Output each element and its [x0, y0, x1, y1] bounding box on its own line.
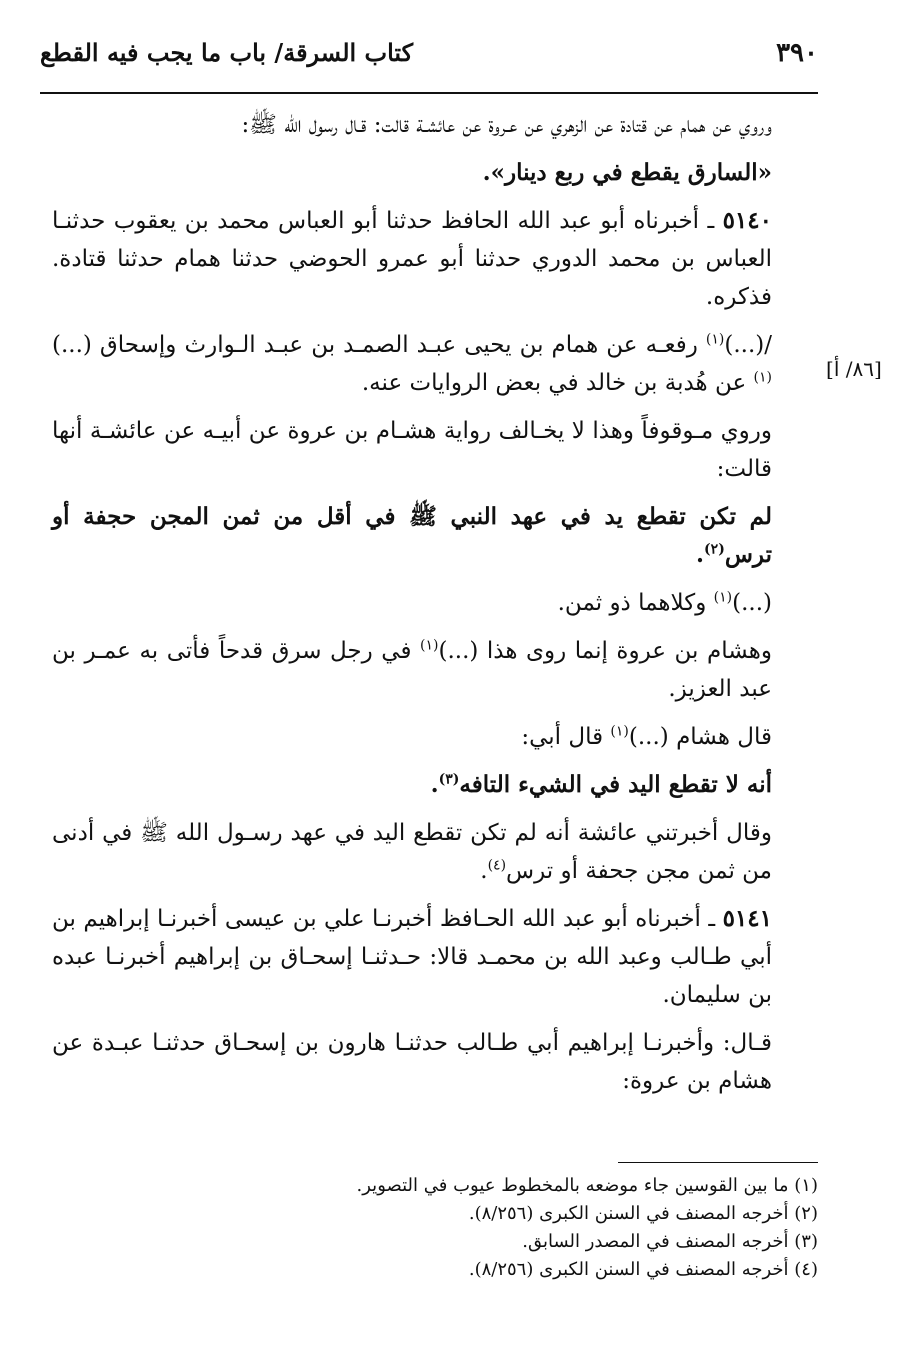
footnote-ref: (١)	[753, 369, 772, 386]
text-segment: /(...)	[724, 332, 772, 358]
hadith-quote	[52, 498, 818, 574]
manuscript-folio-note: [٨٦/ أ]	[826, 357, 882, 381]
footnote-ref: (٣)	[438, 771, 460, 788]
footnote-ref: (١)	[713, 589, 733, 606]
footnote-ref: (١)	[610, 723, 629, 740]
paragraph	[52, 814, 818, 890]
main-text	[52, 106, 818, 1110]
footnote: (١) ما بين القوسين جاء موضعه بالمخطوط عيوب في التصوير.	[356, 1175, 818, 1196]
text-segment: .	[696, 541, 705, 568]
text-segment: وكلاهما ذو ثمن.	[557, 590, 714, 616]
text-segment: قال أبي:	[521, 724, 611, 750]
text-segment: .	[430, 771, 439, 798]
paragraph: قـال: وأخبرنـا إبراهيم أبي طـالب حدثنـا هارون بن إسحـاق حدثنـا عبـدة عن هشام بن عروة:	[52, 1030, 772, 1094]
text-segment: وهشام بن عروة إنما روى هذا (...)	[438, 638, 772, 664]
footnote: (٤) أخرجه المصنف في السنن الكبرى (٨/٢٥٦).	[468, 1259, 818, 1280]
hadith-quote	[52, 766, 818, 804]
footnote-ref: (١)	[420, 637, 439, 654]
text-segment: قال هشام (...)	[628, 724, 772, 750]
footnote-divider	[618, 1162, 818, 1163]
page-header	[40, 36, 818, 82]
paragraph-text: ـ أخبرناه أبو عبد الله الحـافظ أخبرنـا علي بن عيسى أخبرنـا إبراهيم بن أبي طـالب وعبد الله بن محمـد قالا: حـدثنـا إسحـاق بن إبراهيم أخبرنـا عبده بن سليمان.	[52, 906, 772, 1008]
paragraph	[52, 632, 818, 708]
footnote-ref: (٢)	[704, 541, 725, 558]
footnote-ref: (١)	[705, 331, 725, 348]
paragraph	[52, 326, 818, 402]
paragraph-5141	[52, 900, 818, 1014]
header-divider	[40, 92, 818, 94]
footnote: (٢) أخرجه المصنف في السنن الكبرى (٨/٢٥٦).	[468, 1203, 818, 1224]
paragraph: وروي عن همام عن قتادة عن الزهري عن عـروة عن عائشـة قالت: قـال رسول الله ﷺ:	[241, 112, 772, 138]
paragraph	[52, 584, 818, 622]
paragraph: وروي مـوقوفاً وهذا لا يخـالف رواية هشـام بن عروة عن أبيـه عن عائشـة أنها قالت:	[52, 418, 772, 482]
hadith-number: ٥١٤١	[722, 905, 772, 932]
text-segment: .	[480, 858, 488, 884]
page-number: ٣٩٠	[776, 38, 818, 68]
text-segment: في رجل سرق قدحاً فأتى به عمـر بن عبد العزيز.	[52, 638, 772, 702]
paragraph	[52, 718, 818, 756]
hadith-number: ٥١٤٠	[722, 207, 772, 234]
hadith-quote: «السارق يقطع في ربع دينار».	[482, 159, 772, 186]
text-segment: (...)	[732, 590, 772, 616]
text-segment: رفعـه عن همام بن يحيى عبـد الصمـد بن عبـد الـوارث وإسحاق (...)	[52, 332, 706, 358]
footnote: (٣) أخرجه المصنف في المصدر السابق.	[522, 1231, 818, 1252]
text-segment: عن هُدبة بن خالد في بعض الروايات عنه.	[361, 370, 754, 396]
paragraph-text: ـ أخبرناه أبو عبد الله الحافظ حدثنا أبو العباس محمد بن يعقوب حدثنـا العباس بن محمد الدوري حدثنا أبو عمرو الحوضي حدثنا همام حدثنا قتادة. فذكره.	[52, 208, 772, 310]
text-segment: لم تكن تقطع يد في عهد النبي ﷺ في أقل من ثمن المجن حجفة أو ترس	[52, 503, 772, 568]
text-segment: وقال أخبرتني عائشة أنه لم تكن تقطع اليد في عهد رسـول الله ﷺ في أدنى من ثمن مجن جحفة أو ترس	[52, 820, 772, 884]
paragraph-5140	[52, 202, 818, 316]
footnotes	[280, 1172, 818, 1284]
text-segment: أنه لا تقطع اليد في الشيء التافه	[459, 771, 772, 798]
running-title: كتاب السرقة/ باب ما يجب فيه القطع	[40, 38, 414, 67]
footnote-ref: (٤)	[487, 857, 507, 874]
